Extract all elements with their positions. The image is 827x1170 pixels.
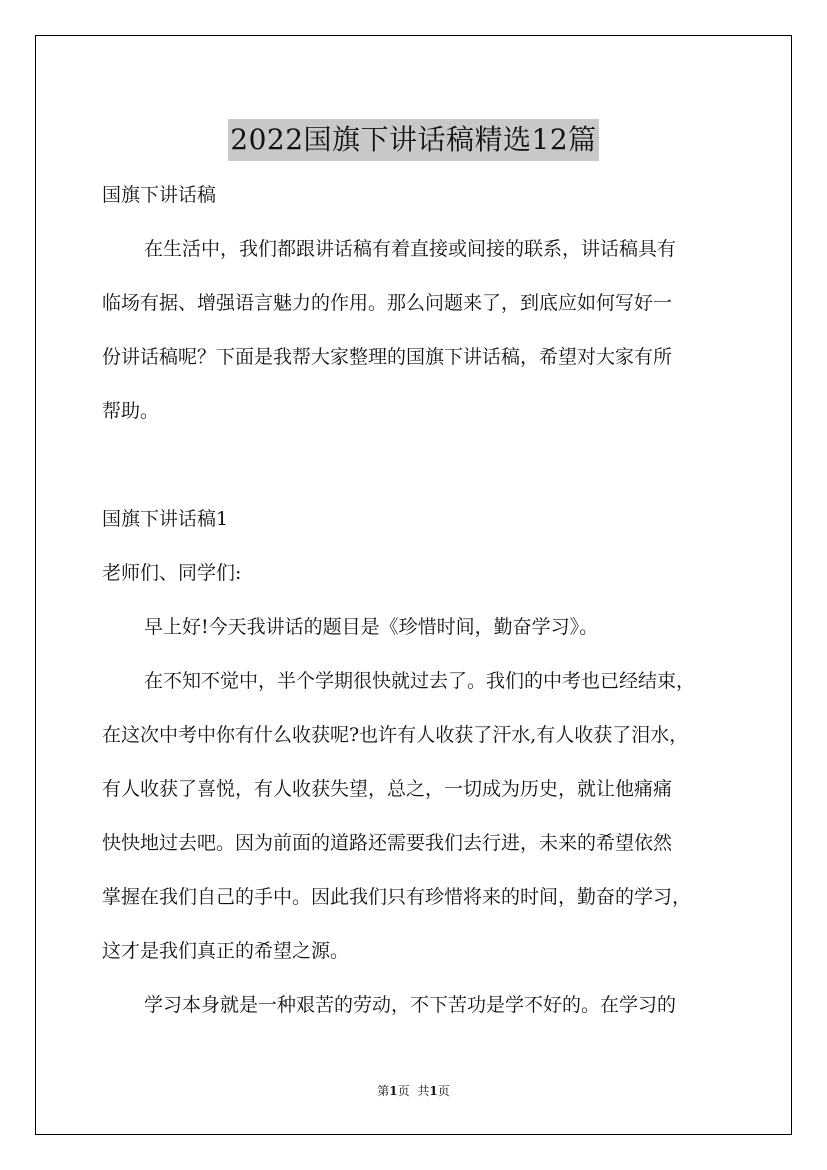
salutation: 老师们、同学们: <box>102 562 242 584</box>
total-prefix: 共 <box>417 1084 430 1098</box>
paragraph-line: 快快地过去吧。因为前面的道路还需要我们去行进，未来的希望依然 <box>102 832 673 854</box>
paragraph-line: 帮助。 <box>102 400 160 422</box>
paragraph-line: 在不知不觉中，半个学期很快就过去了。我们的中考也已经结束， <box>144 670 696 692</box>
page-number: 1 <box>389 1084 398 1098</box>
paragraph-line: 在这次中考中你有什么收获呢?也许有人收获了汗水,有人收获了泪水， <box>102 724 689 746</box>
paragraph-line: 临场有据、增强语言魅力的作用。那么问题来了，到底应如何写好一 <box>102 292 673 314</box>
paragraph-line: 份讲话稿呢？下面是我帮大家整理的国旗下讲话稿，希望对大家有所 <box>102 346 673 368</box>
paragraph-line: 有人收获了喜悦，有人收获失望，总之，一切成为历史，就让他痛痛 <box>102 778 673 800</box>
page-prefix: 第 <box>377 1084 390 1098</box>
total-pages: 1 <box>429 1084 438 1098</box>
page-footer <box>0 1083 827 1099</box>
document-title: 2022国旗下讲话稿精选12篇 <box>228 119 598 161</box>
page-suffix: 页 <box>397 1084 410 1098</box>
title-container <box>0 100 827 180</box>
paragraph-line: 掌握在我们自己的手中。因此我们只有珍惜将来的时间，勤奋的学习， <box>102 886 692 908</box>
paragraph-line: 学习本身就是一种艰苦的劳动，不下苦功是学不好的。在学习的 <box>144 994 677 1016</box>
section-heading: 国旗下讲话稿1 <box>102 508 229 530</box>
paragraph-line: 在生活中，我们都跟讲话稿有着直接或间接的联系，讲话稿具有 <box>144 238 677 260</box>
paragraph-line: 这才是我们真正的希望之源。 <box>102 940 350 962</box>
section-heading: 国旗下讲话稿 <box>102 184 217 206</box>
total-suffix: 页 <box>437 1084 450 1098</box>
paragraph-line: 早上好!今天我讲话的题目是《珍惜时间，勤奋学习》。 <box>144 616 599 638</box>
